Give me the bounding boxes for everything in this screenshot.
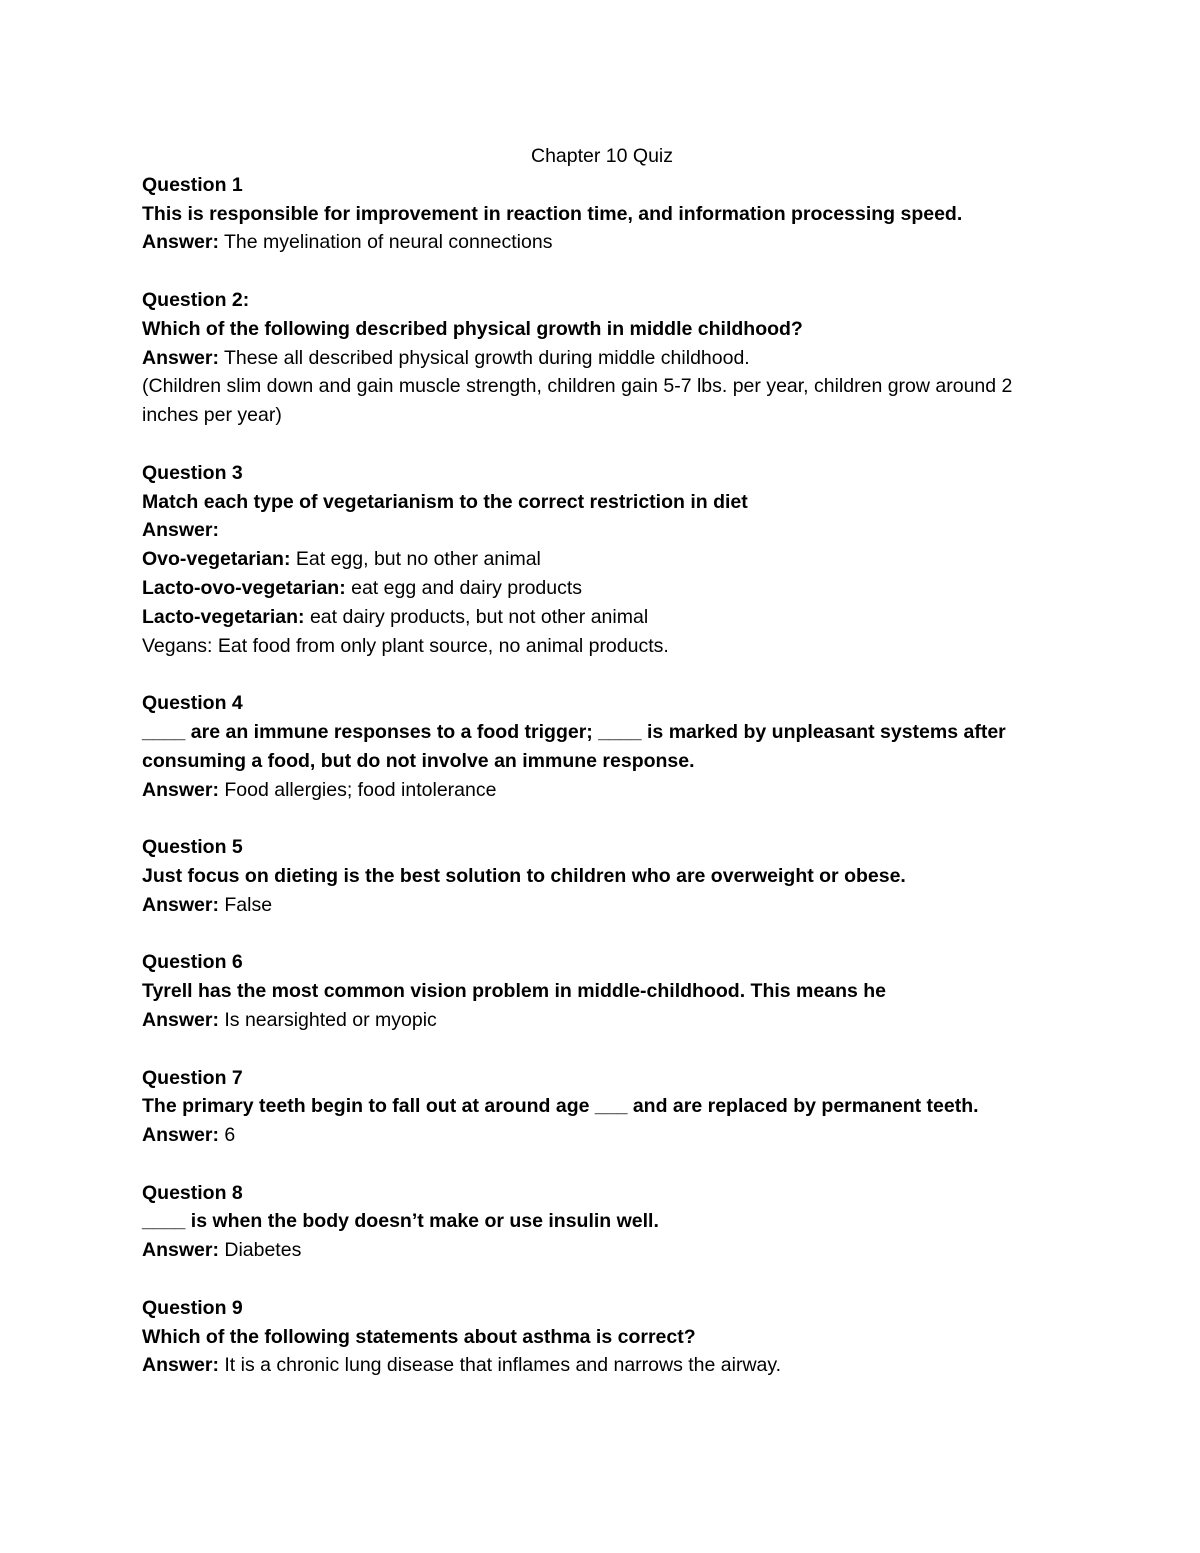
answer-text: These all described physical growth during middle childhood. [218,346,750,369]
match-item [142,574,1062,603]
answer-text: It is a chronic lung disease that inflames and narrows the airway. [218,1354,782,1377]
answer-label: Answer: [142,893,219,916]
answer-text: False [218,893,273,916]
question-text: ____ is when the body doesn’t make or use insulin well. [142,1210,659,1233]
answer-detail: (Children slim down and gain muscle strength, children gain 5-7 lbs. per year, children grow around 2 inches per year) [142,375,1013,427]
question-block-6 [142,948,1062,1034]
question-label: Question 2: [142,288,250,311]
answer-line [142,516,1062,545]
question-block-9 [142,1294,1062,1380]
question-text: Which of the following described physical growth in middle childhood? [142,317,803,340]
answer-line [142,776,1062,805]
answer-label: Answer: [142,1239,219,1262]
answer-line [142,1121,1062,1150]
answer-line [142,344,1062,373]
match-item-label: Lacto-ovo-vegetarian: [142,576,346,599]
question-block-3 [142,459,1062,661]
question-text: Which of the following statements about asthma is correct? [142,1325,696,1348]
match-item-text: eat dairy products, but not other animal [304,605,649,628]
question-block-5 [142,833,1062,919]
answer-text: The myelination of neural connections [218,231,553,254]
match-item [142,603,1062,632]
answer-text: Is nearsighted or myopic [218,1008,437,1031]
match-item-text: Eat egg, but no other animal [290,548,541,571]
question-label: Question 8 [142,1181,243,1204]
question-label: Question 1 [142,173,243,196]
question-text: The primary teeth begin to fall out at around age ___ and are replaced by permanent teeth. [142,1095,979,1118]
question-label: Question 5 [142,836,243,859]
answer-text: 6 [218,1124,236,1147]
question-label: Question 9 [142,1296,243,1319]
question-text: Just focus on dieting is the best solution to children who are overweight or obese. [142,864,906,887]
answer-line [142,1351,1062,1380]
answer-line [142,891,1062,920]
answer-label: Answer: [142,1354,219,1377]
match-item [142,545,1062,574]
question-block-7 [142,1064,1062,1150]
answer-text: Diabetes [218,1239,302,1262]
answer-text: Food allergies; food intolerance [218,778,497,801]
answer-label: Answer: [142,346,219,369]
match-item-label: Ovo-vegetarian: [142,548,291,571]
question-label: Question 3 [142,461,243,484]
question-label: Question 6 [142,951,243,974]
document-page [142,142,1062,1409]
answer-line [142,228,1062,257]
answer-label: Answer: [142,231,219,254]
question-text: ____ are an immune responses to a food trigger; ____ is marked by unpleasant systems after consuming a food, but do not involve an immune response. [142,720,1006,772]
match-item-label: Lacto-vegetarian: [142,605,305,628]
answer-label: Answer: [142,519,219,542]
document-title: Chapter 10 Quiz [531,145,673,167]
question-text: Tyrell has the most common vision problem in middle-childhood. This means he [142,980,886,1003]
answer-line [142,1236,1062,1265]
answer-line [142,1006,1062,1035]
match-item-plain: Vegans: Eat food from only plant source, no animal products. [142,634,669,657]
question-block-4 [142,689,1062,804]
question-block-1 [142,171,1062,257]
question-text: This is responsible for improvement in reaction time, and information processing speed. [142,202,963,225]
answer-label: Answer: [142,778,219,801]
question-label: Question 4 [142,692,243,715]
match-item-text: eat egg and dairy products [345,576,583,599]
question-text: Match each type of vegetarianism to the correct restriction in diet [142,490,748,513]
answer-label: Answer: [142,1008,219,1031]
question-label: Question 7 [142,1066,243,1089]
question-block-2 [142,286,1062,430]
question-block-8 [142,1179,1062,1265]
answer-label: Answer: [142,1124,219,1147]
